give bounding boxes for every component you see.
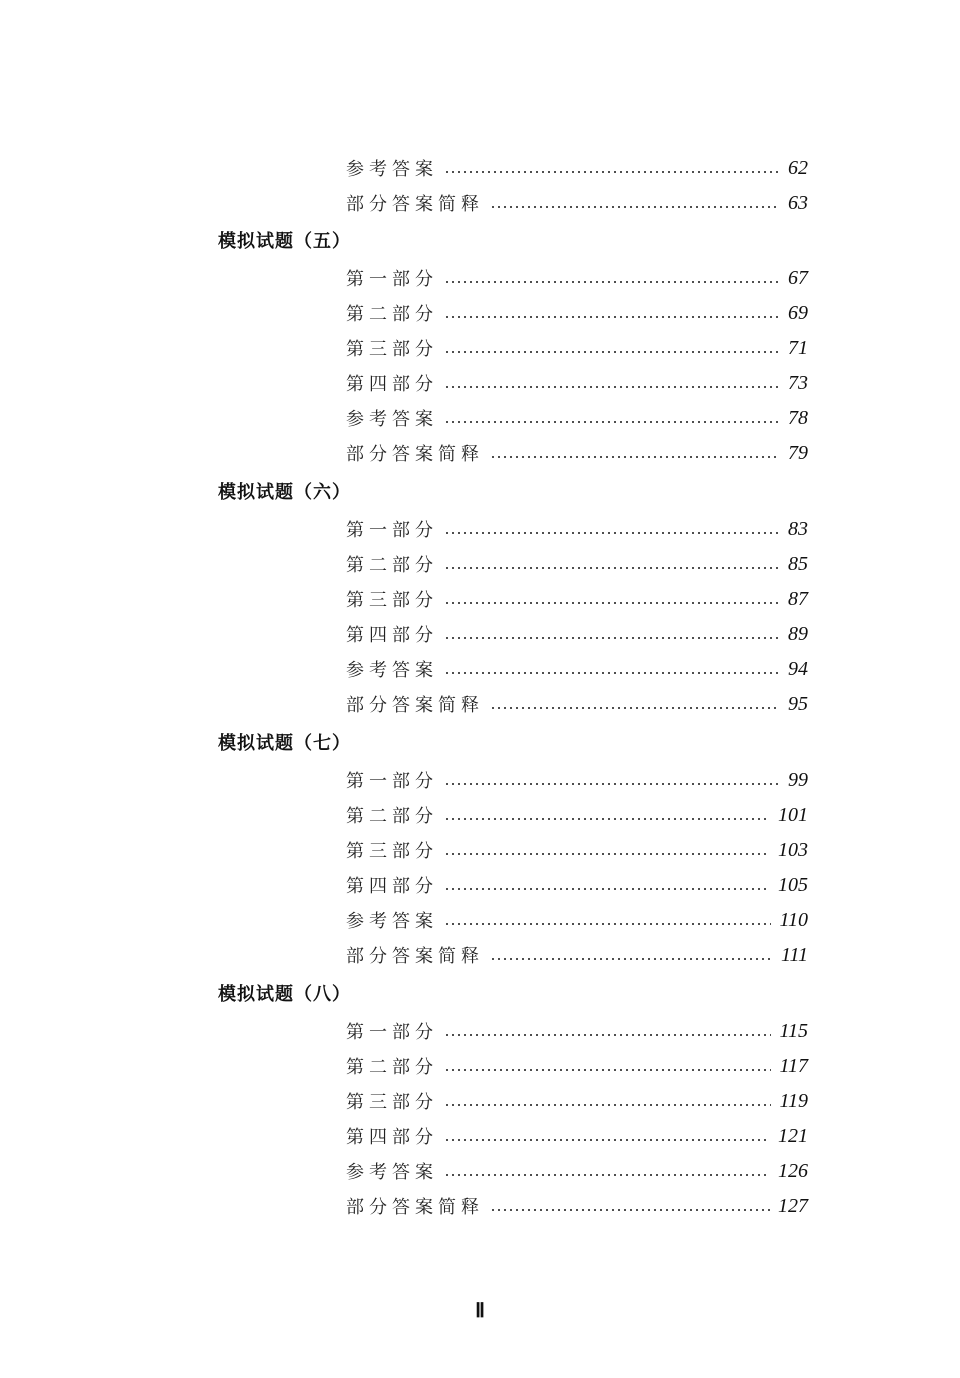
section-heading[interactable]: 模拟试题（六）: [218, 482, 351, 503]
toc-entry-label: 第三部分: [346, 841, 438, 862]
toc-entry[interactable]: [346, 263, 808, 293]
toc-entry[interactable]: [346, 333, 808, 363]
dot-leader: [444, 853, 770, 855]
toc-entry-label: 部分答案简释: [346, 444, 484, 465]
toc-entry-page: 105: [778, 873, 808, 896]
toc-entry-page: 71: [788, 336, 808, 359]
toc-entry-label: 部分答案简释: [346, 194, 484, 215]
toc-entry-page: 126: [778, 1159, 808, 1182]
toc-entry-label: 部分答案简释: [346, 1197, 484, 1218]
toc-entry[interactable]: [346, 549, 808, 579]
dot-leader: [490, 707, 780, 709]
toc-entry-label: 参考答案: [346, 911, 438, 932]
toc-entry-page: 63: [788, 191, 808, 214]
toc-entry[interactable]: [346, 514, 808, 544]
dot-leader: [444, 1104, 771, 1106]
toc-entry-label: 第四部分: [346, 625, 438, 646]
dot-leader: [444, 602, 780, 604]
toc-entry[interactable]: [346, 689, 808, 719]
toc-entry-page: 111: [780, 943, 808, 966]
toc-entry-page: 95: [788, 692, 808, 715]
toc-entry-page: 127: [778, 1194, 808, 1217]
toc-entry-page: 94: [788, 657, 808, 680]
toc-entry-label: 第三部分: [346, 1092, 438, 1113]
toc-entry[interactable]: [346, 619, 808, 649]
dot-leader: [490, 206, 780, 208]
dot-leader: [444, 421, 780, 423]
toc-entry-page: 69: [788, 301, 808, 324]
section-heading[interactable]: 模拟试题（八）: [218, 984, 351, 1005]
toc-entry[interactable]: [346, 800, 808, 830]
toc-entry-label: 第四部分: [346, 374, 438, 395]
toc-entry-page: 85: [788, 552, 808, 575]
dot-leader: [444, 567, 780, 569]
dot-leader: [444, 783, 780, 785]
toc-entry[interactable]: [346, 654, 808, 684]
toc-entry-label: 参考答案: [346, 159, 438, 180]
toc-entry-label: 第一部分: [346, 520, 438, 541]
toc-entry[interactable]: [346, 1121, 808, 1151]
toc-entry[interactable]: [346, 1051, 808, 1081]
toc-entry-page: 67: [788, 266, 808, 289]
dot-leader: [444, 1174, 770, 1176]
section-heading[interactable]: 模拟试题（五）: [218, 231, 351, 252]
dot-leader: [444, 281, 780, 283]
toc-entry-label: 第二部分: [346, 304, 438, 325]
dot-leader: [490, 1209, 770, 1211]
toc-entry-page: 87: [788, 587, 808, 610]
toc-entry[interactable]: [346, 835, 808, 865]
toc-entry-page: 89: [788, 622, 808, 645]
dot-leader: [490, 958, 773, 960]
toc-entry-page: 73: [788, 371, 808, 394]
toc-entry-page: 115: [779, 1019, 808, 1042]
toc-entry-page: 117: [779, 1054, 808, 1077]
toc-entry-label: 第三部分: [346, 590, 438, 611]
dot-leader: [444, 1034, 771, 1036]
toc-entry-page: 83: [788, 517, 808, 540]
toc-entry[interactable]: [346, 153, 808, 183]
dot-leader: [444, 1069, 771, 1071]
toc-entry[interactable]: [346, 368, 808, 398]
toc-entry[interactable]: [346, 940, 808, 970]
toc-entry-label: 部分答案简释: [346, 946, 484, 967]
toc-entry-label: 第三部分: [346, 339, 438, 360]
toc-entry[interactable]: [346, 188, 808, 218]
toc-entry[interactable]: [346, 905, 808, 935]
dot-leader: [444, 1139, 770, 1141]
toc-entry[interactable]: [346, 1016, 808, 1046]
toc-entry-page: 99: [788, 768, 808, 791]
toc-entry-label: 参考答案: [346, 660, 438, 681]
dot-leader: [444, 818, 770, 820]
toc-entry[interactable]: [346, 1191, 808, 1221]
toc-entry-label: 第一部分: [346, 1022, 438, 1043]
toc-entry-page: 103: [778, 838, 808, 861]
toc-entry[interactable]: [346, 1086, 808, 1116]
toc-entry[interactable]: [346, 1156, 808, 1186]
toc-entry-page: 79: [788, 441, 808, 464]
toc-entry-label: 第四部分: [346, 1127, 438, 1148]
toc-entry-label: 第二部分: [346, 1057, 438, 1078]
toc-entry[interactable]: [346, 403, 808, 433]
toc-entry-label: 第二部分: [346, 806, 438, 827]
toc-entry-page: 119: [779, 1089, 808, 1112]
toc-entry-label: 参考答案: [346, 1162, 438, 1183]
dot-leader: [444, 672, 780, 674]
dot-leader: [444, 637, 780, 639]
toc-entry[interactable]: [346, 584, 808, 614]
toc-entry-label: 第一部分: [346, 269, 438, 290]
toc-entry-page: 121: [778, 1124, 808, 1147]
toc-entry-page: 78: [788, 406, 808, 429]
toc-entry[interactable]: [346, 438, 808, 468]
dot-leader: [444, 316, 780, 318]
dot-leader: [444, 386, 780, 388]
toc-entry-label: 第二部分: [346, 555, 438, 576]
dot-leader: [444, 171, 780, 173]
toc-entry-page: 62: [788, 156, 808, 179]
toc-entry-page: 101: [778, 803, 808, 826]
toc-entry-page: 110: [779, 908, 808, 931]
toc-entry-label: 第一部分: [346, 771, 438, 792]
toc-entry-label: 部分答案简释: [346, 695, 484, 716]
toc-entry-label: 第四部分: [346, 876, 438, 897]
section-heading[interactable]: 模拟试题（七）: [218, 733, 351, 754]
dot-leader: [444, 351, 780, 353]
dot-leader: [444, 888, 770, 890]
toc-entry[interactable]: [346, 765, 808, 795]
dot-leader: [490, 456, 780, 458]
toc-entry-label: 参考答案: [346, 409, 438, 430]
toc-entry[interactable]: [346, 298, 808, 328]
page-number: Ⅱ: [475, 1300, 485, 1322]
dot-leader: [444, 532, 780, 534]
toc-entry[interactable]: [346, 870, 808, 900]
dot-leader: [444, 923, 771, 925]
